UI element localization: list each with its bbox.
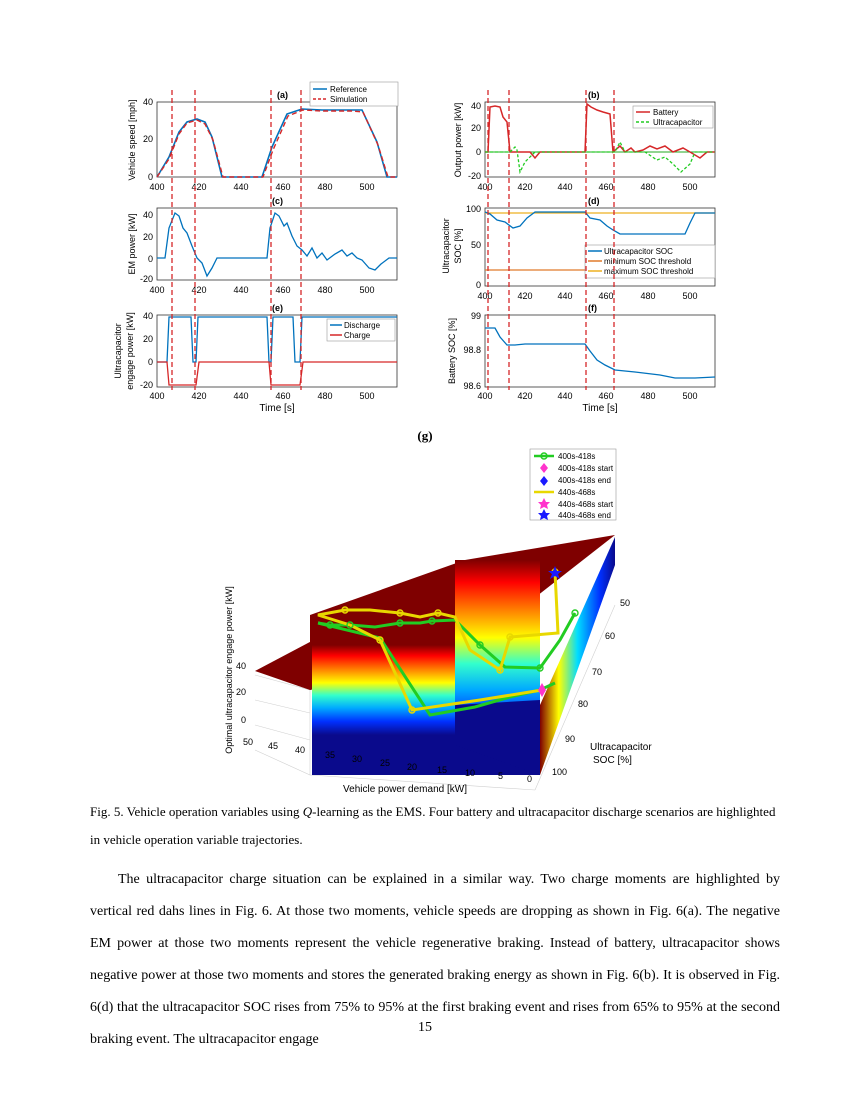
b-label: (b)	[588, 90, 600, 100]
panel-a	[127, 82, 398, 182]
a-legend-reference: Reference	[330, 85, 367, 94]
caption-suffix: -learning as the EMS. Four battery and ultracapacitor discharge scenarios are highlighted in vehicle operation variable trajectories.	[90, 804, 776, 847]
svg-text:30: 30	[352, 754, 363, 764]
svg-text:440: 440	[233, 182, 249, 192]
c-ytick-40: 40	[142, 210, 153, 220]
d-ytick-50: 50	[470, 240, 481, 250]
e-ylabel-1: Ultracapacitor	[113, 323, 123, 379]
svg-text:400: 400	[149, 391, 165, 401]
f-label: (f)	[588, 303, 597, 313]
body-paragraph: The ultracapacitor charge situation can be explained in a similar way. Two charge moments are highlighted by vertical red dahs lines in Fig. 6. At those two moments, vehicle speeds are dropping as shown in Fig. 6(a). The negative EM power at those two moments represent the vehicle regenerative braking. Instead of battery, ultracapacitor shows negative power at those two moments and stores the generated braking energy as shown in Fig. 6(b). It is observed in Fig. 6(d) that the ultracapacitor SOC rises from 75% to 95% at the first braking event and rises from 65% to 95% at the second braking event. The ultracapacitor engage	[90, 872, 780, 1047]
svg-text:400: 400	[477, 182, 493, 192]
panel-c-axes	[157, 208, 397, 280]
svg-text:15: 15	[437, 765, 448, 775]
figure-caption	[90, 798, 780, 854]
svg-text:500: 500	[359, 285, 375, 295]
e-ytick-m20: -20	[139, 380, 153, 390]
svg-text:440: 440	[233, 391, 249, 401]
svg-text:45: 45	[268, 741, 279, 751]
e-legend-discharge: Discharge	[344, 321, 381, 330]
subplots-figure	[0, 80, 850, 420]
d-legend-max: maximum SOC threshold	[604, 267, 694, 276]
a-ytick-0: 0	[147, 172, 153, 182]
b-ytick-40: 40	[470, 101, 481, 111]
svg-text:480: 480	[640, 291, 656, 301]
d-legend	[585, 245, 715, 278]
svg-text:80: 80	[578, 699, 589, 709]
c-label: (c)	[272, 196, 283, 206]
c-ytick-0: 0	[147, 254, 153, 264]
page-number: 15	[418, 1020, 432, 1035]
e-ytick-40: 40	[142, 311, 153, 321]
e-legend-charge: Charge	[344, 331, 371, 340]
g-ztick-0: 0	[240, 715, 246, 725]
d-legend-min: minimum SOC threshold	[604, 257, 692, 266]
svg-text:460: 460	[275, 285, 291, 295]
svg-text:40: 40	[295, 745, 306, 755]
b-ytick-20: 20	[470, 123, 481, 133]
panel-f	[447, 303, 715, 391]
a-ytick-40: 40	[142, 97, 153, 107]
d-ytick-0: 0	[475, 280, 481, 290]
svg-text:480: 480	[317, 182, 333, 192]
svg-text:5: 5	[498, 771, 504, 781]
svg-text:420: 420	[517, 291, 533, 301]
b-legend-battery: Battery	[653, 108, 679, 117]
b-legend	[633, 106, 713, 128]
e-ytick-0: 0	[147, 357, 153, 367]
d-ylabel-1: Ultracapacitor	[441, 218, 451, 274]
svg-text:420: 420	[191, 182, 207, 192]
c-ytick-20: 20	[142, 232, 153, 242]
svg-text:480: 480	[640, 391, 656, 401]
g-ylabel-1: Ultracapacitor	[590, 742, 652, 753]
g-legend-3: 440s-468s	[558, 488, 596, 497]
panel-g-label: (g)	[417, 428, 433, 443]
x-label-left: Time [s]	[259, 403, 295, 414]
svg-text:100: 100	[552, 767, 568, 777]
e-ytick-20: 20	[142, 334, 153, 344]
g-ztick-20: 20	[235, 687, 246, 697]
d-label: (d)	[588, 196, 600, 206]
b-ytick-0: 0	[475, 147, 481, 157]
b-ytick-m20: -20	[467, 171, 481, 181]
a-label: (a)	[277, 90, 288, 100]
svg-text:460: 460	[275, 391, 291, 401]
caption-prefix: Fig. 5. Vehicle operation variables using	[90, 804, 303, 819]
svg-text:440: 440	[557, 182, 573, 192]
panel-f-axes	[485, 315, 715, 387]
svg-text:90: 90	[565, 734, 576, 744]
d-ylabel-2: SOC [%]	[453, 228, 463, 264]
caption-q: Q	[302, 804, 313, 819]
g-legend-0: 400s-418s	[558, 452, 596, 461]
panel-d	[441, 196, 715, 290]
svg-text:70: 70	[592, 667, 603, 677]
svg-text:400: 400	[477, 391, 493, 401]
svg-text:420: 420	[517, 182, 533, 192]
svg-text:460: 460	[598, 391, 614, 401]
svg-text:460: 460	[598, 182, 614, 192]
f-ylabel: Battery SOC [%]	[447, 317, 457, 385]
svg-text:460: 460	[598, 291, 614, 301]
svg-text:400: 400	[477, 291, 493, 301]
c-ylabel: EM power [kW]	[127, 213, 137, 275]
svg-text:500: 500	[682, 291, 698, 301]
g-legend-1: 400s-418s start	[558, 464, 614, 473]
e-label: (e)	[272, 303, 283, 313]
f-ytick-98.6: 98.6	[463, 381, 481, 391]
svg-text:500: 500	[682, 182, 698, 192]
g-legend-2: 400s-418s end	[558, 476, 611, 485]
e-legend	[327, 319, 395, 341]
x-label-right: Time [s]	[582, 403, 618, 414]
svg-text:50: 50	[620, 598, 631, 608]
svg-text:480: 480	[317, 391, 333, 401]
svg-text:500: 500	[682, 391, 698, 401]
svg-text:400: 400	[149, 285, 165, 295]
svg-text:500: 500	[359, 182, 375, 192]
svg-text:440: 440	[557, 291, 573, 301]
e-ylabel-2: engage power [kW]	[125, 312, 135, 390]
svg-text:35: 35	[325, 750, 336, 760]
c-ytick-m20: -20	[139, 274, 153, 284]
g-legend-5: 440s-468s end	[558, 511, 611, 520]
g-xlabel: Vehicle power demand [kW]	[343, 784, 467, 795]
g-legend-4: 440s-468s start	[558, 500, 614, 509]
svg-text:480: 480	[640, 182, 656, 192]
svg-text:440: 440	[233, 285, 249, 295]
surface-figure	[0, 445, 850, 795]
svg-text:0: 0	[527, 774, 533, 784]
a-legend	[310, 82, 398, 106]
svg-text:420: 420	[517, 391, 533, 401]
svg-text:50: 50	[243, 737, 254, 747]
b-ylabel: Output power [kW]	[453, 102, 463, 178]
g-surface-front-face	[312, 645, 455, 735]
svg-text:25: 25	[380, 758, 391, 768]
f-ytick-98.8: 98.8	[463, 345, 481, 355]
panel-e	[113, 303, 397, 390]
b-legend-ultracapacitor: Ultracapacitor	[653, 118, 703, 127]
panel-b	[453, 90, 715, 181]
g-zlabel: Optimal ultracapacitor engage power [kW]	[224, 586, 234, 754]
d-ytick-100: 100	[465, 204, 481, 214]
svg-text:420: 420	[191, 285, 207, 295]
g-legend	[530, 449, 616, 520]
svg-text:440: 440	[557, 391, 573, 401]
f-ytick-99: 99	[470, 311, 481, 321]
svg-text:60: 60	[605, 631, 616, 641]
svg-text:420: 420	[191, 391, 207, 401]
a-legend-simulation: Simulation	[330, 95, 368, 104]
panel-c	[127, 196, 397, 284]
a-ylabel: Vehicle speed [mph]	[127, 99, 137, 181]
svg-text:480: 480	[317, 285, 333, 295]
a-ytick-20: 20	[142, 134, 153, 144]
g-ztick-40: 40	[235, 661, 246, 671]
g-ylabel-2: SOC [%]	[593, 755, 632, 766]
svg-text:500: 500	[359, 391, 375, 401]
svg-text:10: 10	[465, 768, 476, 778]
svg-text:460: 460	[275, 182, 291, 192]
svg-text:20: 20	[407, 762, 418, 772]
d-legend-soc: Ultracapacitor SOC	[604, 247, 673, 256]
svg-text:400: 400	[149, 182, 165, 192]
